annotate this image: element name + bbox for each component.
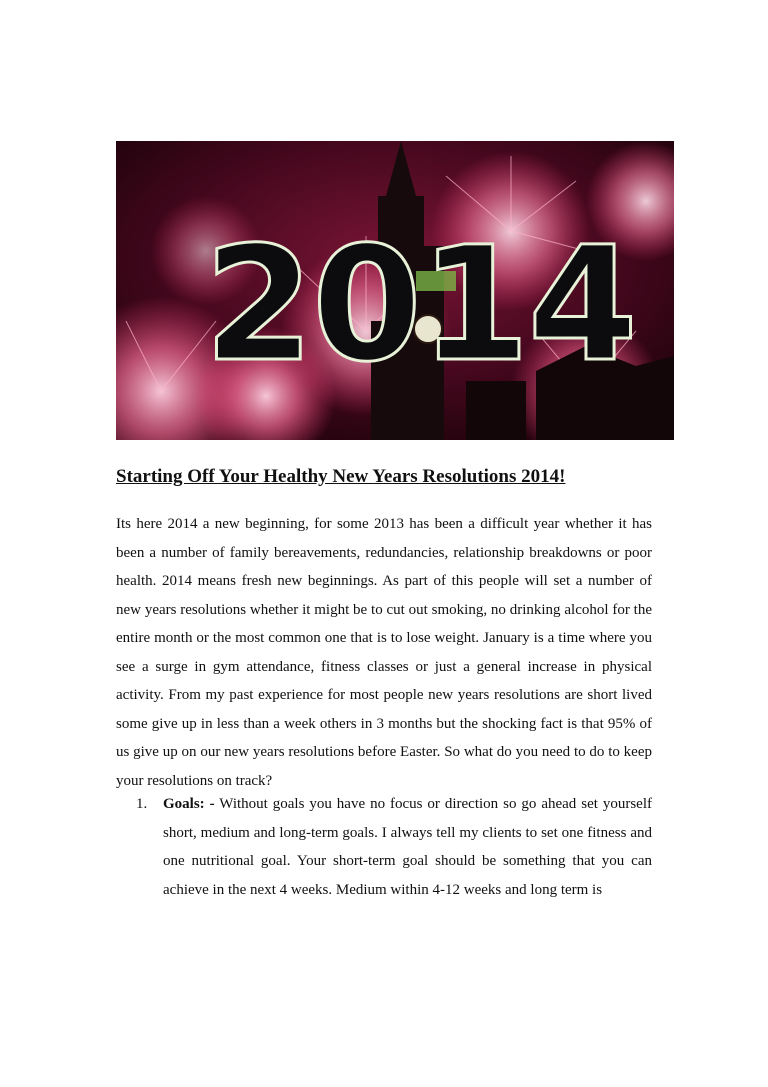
year-2014-text: 2014 (204, 213, 636, 397)
intro-paragraph: Its here 2014 a new beginning, for some 2013 has been a difficult year whether it has been a number of family bereavements, redundancies, relationship breakdowns or poor health. 2014 means fresh new beginnings. As part of this people will set a number of new years resolutions whether it might be to cut out smoking, no drinking alcohol for the entire month or the most common one that is to lose weight. January is a time where you see a surge in gym attendance, fitness classes or just a general increase in physical activity. From my past experience for most people new years resolutions are short lived some give up in less than a week others in 3 months but the shocking fact is that 95% of us give up on our new years resolutions before Easter. So what do you need to do to keep your resolutions on track? (116, 516, 652, 789)
article-title: Starting Off Your Healthy New Years Resolutions 2014! (116, 466, 566, 487)
list-item-label: Goals: - (163, 796, 215, 812)
banner-illustration (116, 141, 674, 440)
list-item-number: 1. (136, 796, 148, 812)
fireworks-2014-image (116, 141, 674, 440)
tips-list (136, 790, 652, 904)
list-item-text: Without goals you have no focus or direction so go ahead set yourself short, medium and long-term goals. I always tell my clients to set one fitness and one nutritional goal. Your short-term goal should be something that you can achieve in the next 4 weeks. Medium within 4-12 weeks and long term is (163, 796, 652, 898)
list-item (136, 790, 652, 904)
